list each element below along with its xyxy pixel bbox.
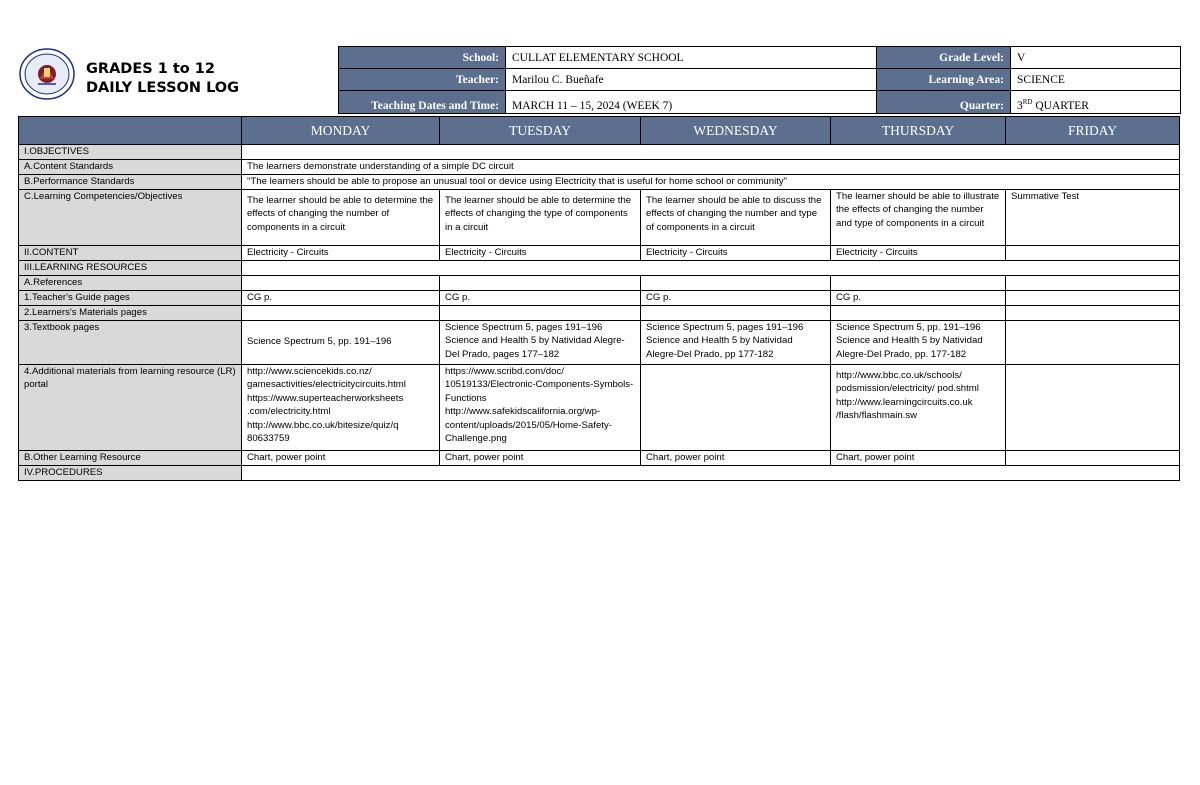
- additional-materials-label: 4.Additional materials from learning resource (LR) portal: [19, 364, 242, 450]
- competency-thursday: The learner should be able to illustrate the effects of changing the number and type of components in a circuit: [831, 189, 1006, 245]
- learners-materials-label: 2.Learners's Materials pages: [19, 305, 242, 320]
- competency-tuesday: The learner should be able to determine the effects of changing the type of components in a circuit: [440, 189, 641, 245]
- additional-materials-row: [19, 364, 1180, 450]
- content-standards-text: The learners demonstrate understanding of a simple DC circuit: [242, 159, 1180, 174]
- learners-materials-thursday: [831, 305, 1006, 320]
- content-row: [19, 245, 1180, 260]
- performance-standards-row: [19, 174, 1180, 189]
- teachers-guide-monday: CG p.: [242, 290, 440, 305]
- content-friday: [1006, 245, 1180, 260]
- teachers-guide-wednesday: CG p.: [641, 290, 831, 305]
- title-line-2: DAILY LESSON LOG: [86, 80, 240, 96]
- other-resources-friday: [1006, 450, 1180, 465]
- objectives-label: I.OBJECTIVES: [19, 145, 242, 160]
- learners-materials-friday: [1006, 305, 1180, 320]
- additional-materials-tuesday: https://www.scribd.com/doc/ 10519133/Electronic-Components-Symbols-Functions http://www.safekidscalifornia.org/wp-content/uploads/2015/05/Home-Safety-Challenge.png: [440, 364, 641, 450]
- textbook-row: [19, 320, 1180, 364]
- procedures-cell: [242, 465, 1180, 480]
- day-header-wednesday: WEDNESDAY: [641, 117, 831, 145]
- references-label: A.References: [19, 275, 242, 290]
- teachers-guide-friday: [1006, 290, 1180, 305]
- dates-label: Teaching Dates and Time:: [339, 91, 506, 114]
- competencies-row: [19, 189, 1180, 245]
- other-resources-row: [19, 450, 1180, 465]
- teacher-value: Marilou C. Bueñafe: [506, 69, 877, 91]
- additional-materials-wednesday: [641, 364, 831, 450]
- day-header-thursday: THURSDAY: [831, 117, 1006, 145]
- objectives-cell: [242, 145, 1180, 160]
- procedures-label: IV.PROCEDURES: [19, 465, 242, 480]
- learners-materials-row: [19, 305, 1180, 320]
- corner-cell: [19, 117, 242, 145]
- textbook-friday: [1006, 320, 1180, 364]
- content-standards-row: [19, 159, 1180, 174]
- other-resources-thursday: Chart, power point: [831, 450, 1006, 465]
- title-line-1: GRADES 1 to 12: [86, 61, 215, 77]
- day-header-tuesday: TUESDAY: [440, 117, 641, 145]
- competency-friday: Summative Test: [1006, 189, 1180, 245]
- teachers-guide-row: [19, 290, 1180, 305]
- textbook-label: 3.Textbook pages: [19, 320, 242, 364]
- quarter-value: 3RD QUARTER: [1011, 91, 1181, 114]
- other-resources-label: B.Other Learning Resource: [19, 450, 242, 465]
- other-resources-tuesday: Chart, power point: [440, 450, 641, 465]
- learners-materials-monday: [242, 305, 440, 320]
- textbook-tuesday: Science Spectrum 5, pages 191–196 Science and Health 5 by Natividad Alegre-Del Prado, pages 177–182: [440, 320, 641, 364]
- grade-level-label: Grade Level:: [877, 47, 1011, 69]
- teachers-guide-thursday: CG p.: [831, 290, 1006, 305]
- objectives-row: [19, 145, 1180, 160]
- learners-materials-wednesday: [641, 305, 831, 320]
- additional-materials-thursday: http://www.bbc.co.uk/schools/ podsmission/electricity/ pod.shtml http://www.learningcircuits.co.uk /flash/flashmain.sw: [831, 364, 1006, 450]
- day-header-monday: MONDAY: [242, 117, 440, 145]
- day-header-friday: FRIDAY: [1006, 117, 1180, 145]
- additional-materials-friday: [1006, 364, 1180, 450]
- performance-standards-text: "The learners should be able to propose an unusual tool or device using Electricity that is useful for home school or community": [242, 174, 1180, 189]
- school-label: School:: [339, 47, 506, 69]
- other-resources-monday: Chart, power point: [242, 450, 440, 465]
- header-info-table: [338, 46, 1181, 114]
- references-wednesday: [641, 275, 831, 290]
- other-resources-wednesday: Chart, power point: [641, 450, 831, 465]
- learning-resources-cell: [242, 260, 1180, 275]
- learning-resources-row: [19, 260, 1180, 275]
- textbook-monday: Science Spectrum 5, pp. 191–196: [242, 320, 440, 364]
- references-friday: [1006, 275, 1180, 290]
- additional-materials-monday: http://www.sciencekids.co.nz/ gamesactivities/electricitycircuits.html https://www.superteacherworksheets .com/electricity.html http://www.bbc.co.uk/bitesize/quiz/q 80633759: [242, 364, 440, 450]
- school-value: CULLAT ELEMENTARY SCHOOL: [506, 47, 877, 69]
- deped-seal-icon: [18, 48, 76, 100]
- content-tuesday: Electricity - Circuits: [440, 245, 641, 260]
- content-monday: Electricity - Circuits: [242, 245, 440, 260]
- dates-value: MARCH 11 – 15, 2024 (WEEK 7): [506, 91, 877, 114]
- competency-monday: The learner should be able to determine the effects of changing the number of components in a circuit: [242, 189, 440, 245]
- grade-level-value: V: [1011, 47, 1181, 69]
- content-standards-label: A.Content Standards: [19, 159, 242, 174]
- content-wednesday: Electricity - Circuits: [641, 245, 831, 260]
- teachers-guide-tuesday: CG p.: [440, 290, 641, 305]
- competencies-label: C.Learning Competencies/Objectives: [19, 189, 242, 245]
- textbook-wednesday: Science Spectrum 5, pages 191–196 Science and Health 5 by Natividad Alegre-Del Prado, pp 177-182: [641, 320, 831, 364]
- references-row: [19, 275, 1180, 290]
- learners-materials-tuesday: [440, 305, 641, 320]
- quarter-label: Quarter:: [877, 91, 1011, 114]
- procedures-row: [19, 465, 1180, 480]
- lesson-log-table: [18, 116, 1180, 481]
- teacher-label: Teacher:: [339, 69, 506, 91]
- learning-area-label: Learning Area:: [877, 69, 1011, 91]
- content-thursday: Electricity - Circuits: [831, 245, 1006, 260]
- day-header-row: [19, 117, 1180, 145]
- performance-standards-label: B.Performance Standards: [19, 174, 242, 189]
- references-tuesday: [440, 275, 641, 290]
- teachers-guide-label: 1.Teacher's Guide pages: [19, 290, 242, 305]
- competency-wednesday: The learner should be able to discuss the effects of changing the number and type of components in a circuit: [641, 189, 831, 245]
- textbook-thursday: Science Spectrum 5, pp. 191–196 Science and Health 5 by Natividad Alegre-Del Prado, pp. 177-182: [831, 320, 1006, 364]
- document-title: [86, 60, 239, 98]
- learning-resources-label: III.LEARNING RESOURCES: [19, 260, 242, 275]
- content-label: II.CONTENT: [19, 245, 242, 260]
- references-monday: [242, 275, 440, 290]
- references-thursday: [831, 275, 1006, 290]
- learning-area-value: SCIENCE: [1011, 69, 1181, 91]
